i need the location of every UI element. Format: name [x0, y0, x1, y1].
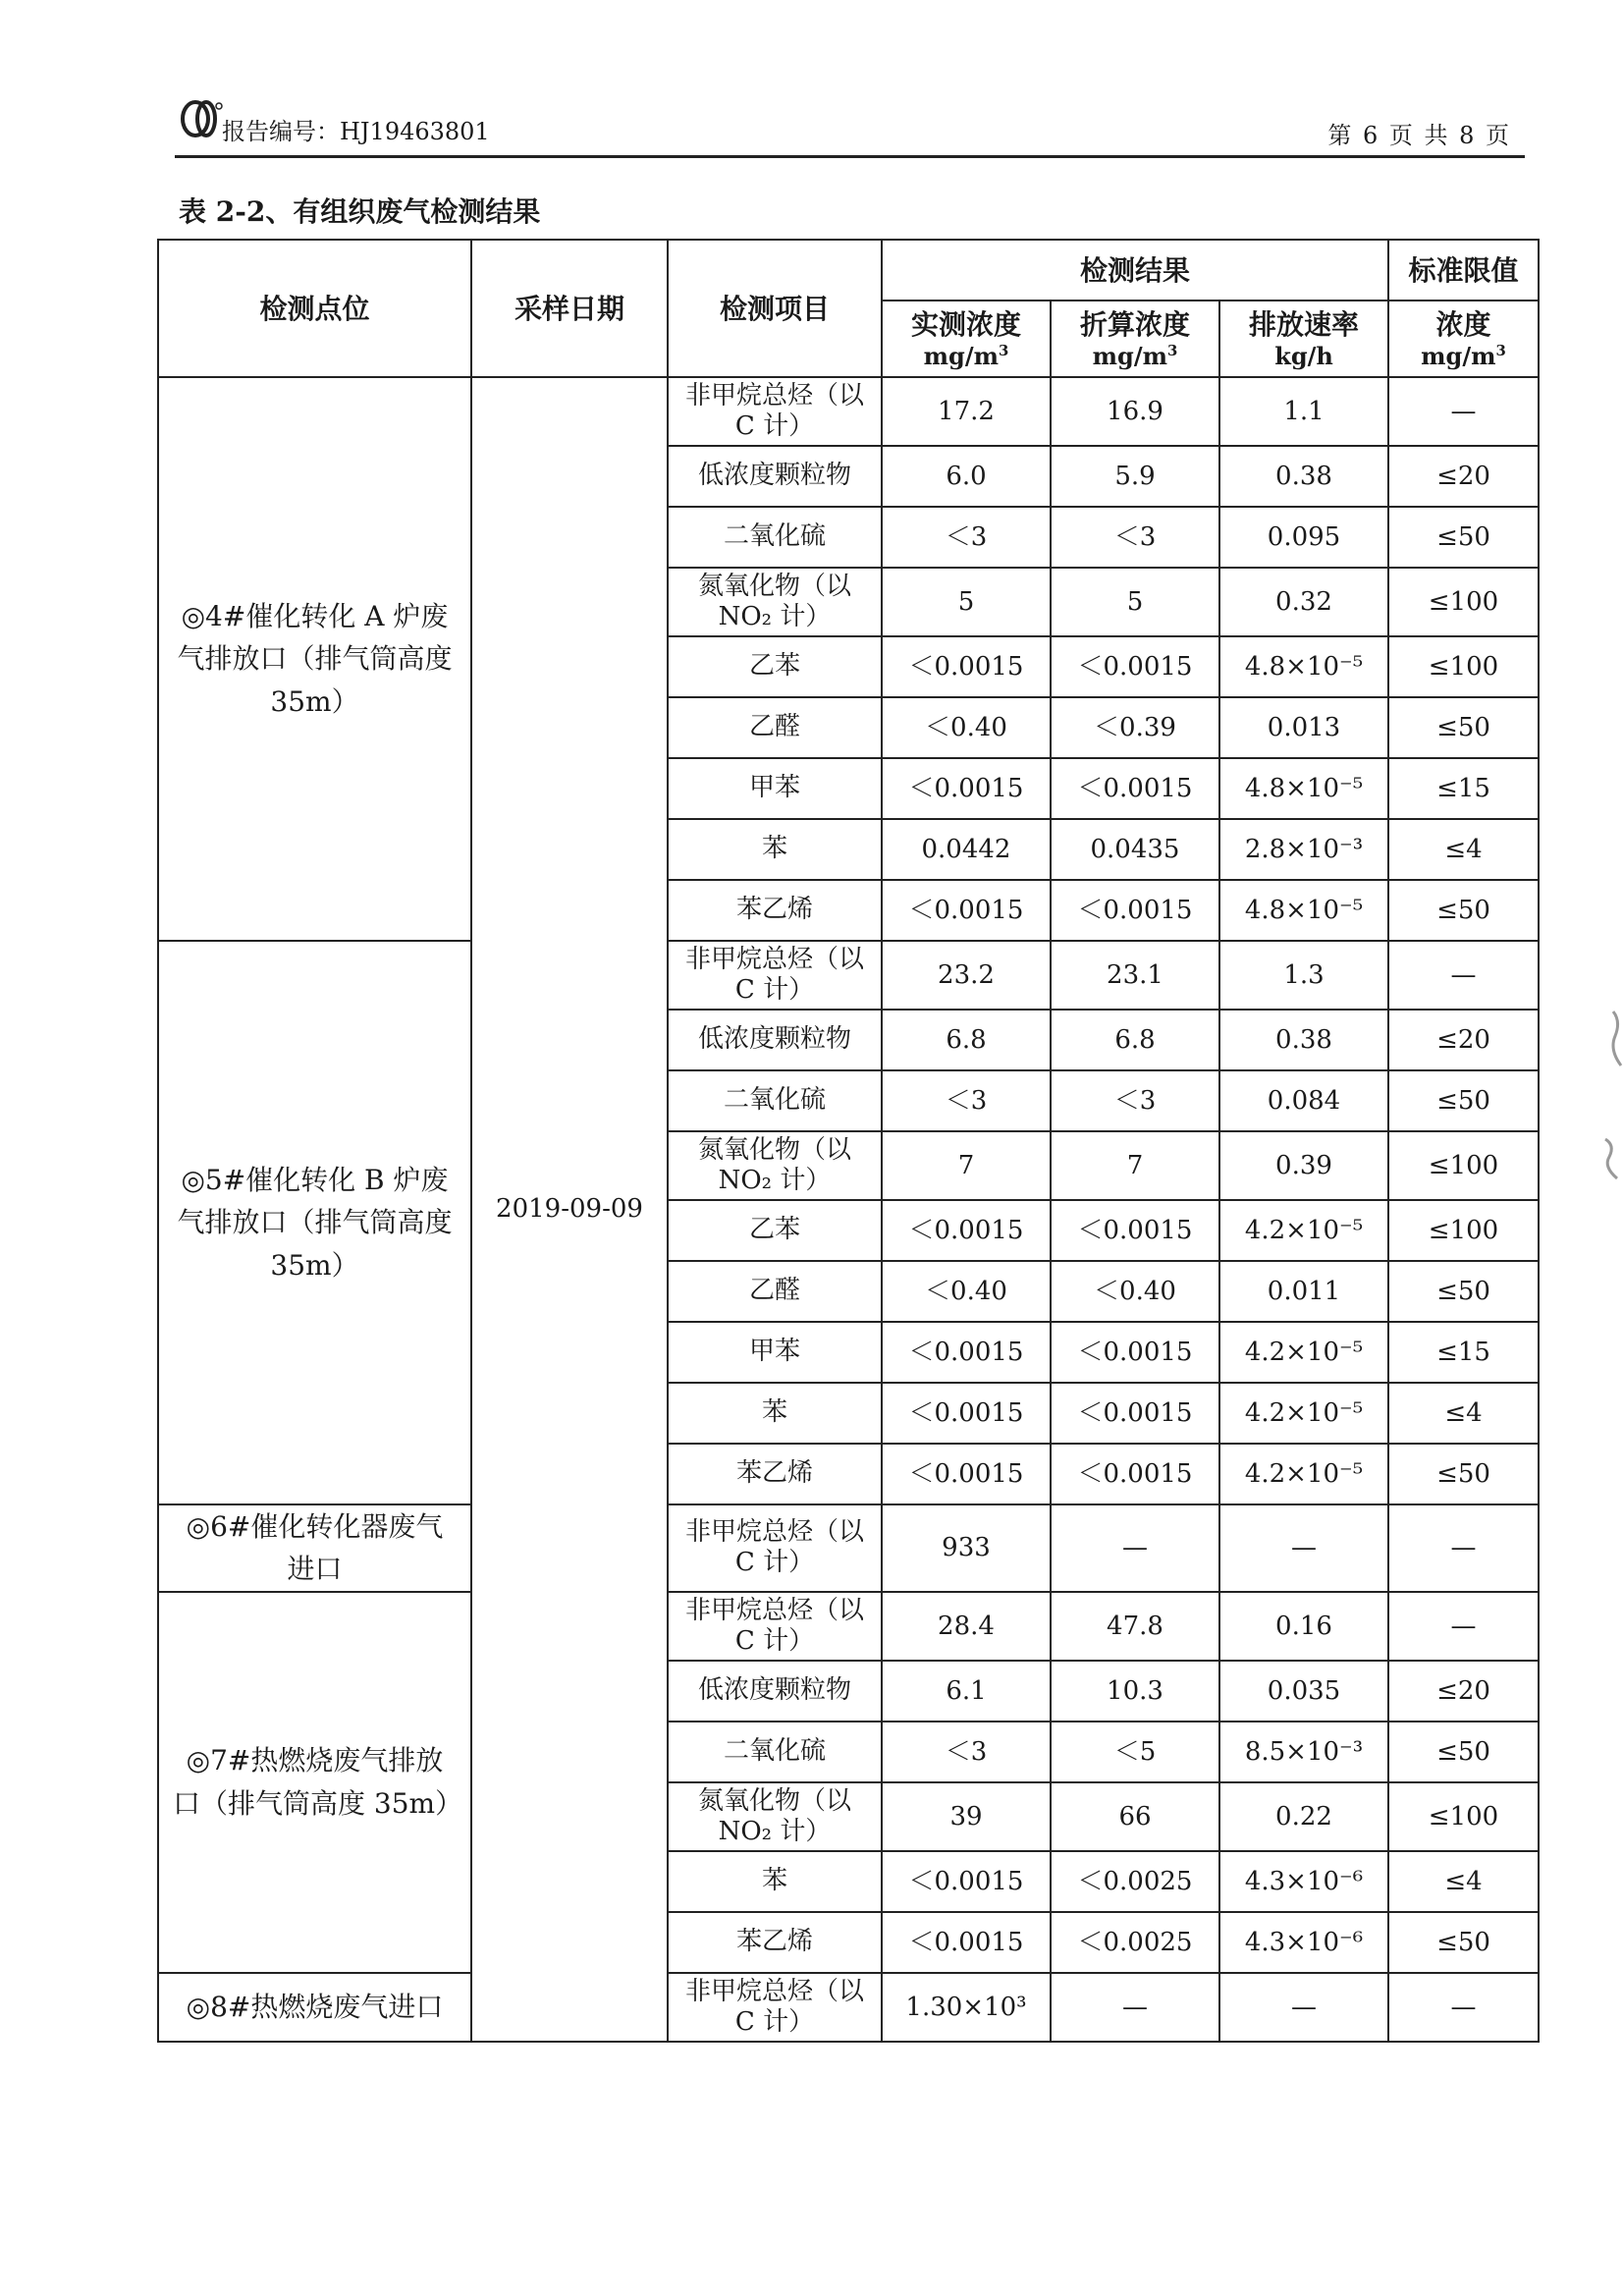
emission-rate: 4.8×10⁻⁵ [1219, 636, 1388, 697]
standard-limit: ≤20 [1388, 446, 1539, 507]
sampling-point: ◎5#催化转化 B 炉废气排放口（排气筒高度 35m） [158, 941, 471, 1504]
measured-concentration: 933 [882, 1504, 1051, 1592]
measured-concentration: ＜3 [882, 1070, 1051, 1131]
measured-concentration: ＜0.0015 [882, 758, 1051, 819]
standard-limit: ≤50 [1388, 1070, 1539, 1131]
emission-rate: 4.2×10⁻⁵ [1219, 1383, 1388, 1444]
standard-group-header: 标准限值 [1388, 240, 1539, 301]
emission-rate: — [1219, 1973, 1388, 2042]
measured-concentration: ＜3 [882, 507, 1051, 568]
measured-concentration: 7 [882, 1131, 1051, 1200]
table-row [158, 377, 1539, 446]
emission-rate: 0.38 [1219, 1010, 1388, 1070]
converted-concentration: ＜0.0015 [1051, 1322, 1219, 1383]
measured-concentration: ＜0.0015 [882, 636, 1051, 697]
table-row [158, 941, 1539, 1010]
test-item: 非甲烷总烃（以 C 计） [668, 377, 882, 446]
standard-limit: ≤20 [1388, 1661, 1539, 1722]
standard-limit: ≤20 [1388, 1010, 1539, 1070]
test-item: 苯乙烯 [668, 1912, 882, 1973]
emission-rate: 0.084 [1219, 1070, 1388, 1131]
seal-stamp-edge [1584, 992, 1623, 1228]
standard-limit: ≤100 [1388, 1782, 1539, 1851]
measured-concentration: ＜0.0015 [882, 1322, 1051, 1383]
emission-rate: 4.3×10⁻⁶ [1219, 1912, 1388, 1973]
measured-concentration: ＜0.0015 [882, 1383, 1051, 1444]
measured-header: 实测浓度 $mg/m^3$ [882, 301, 1051, 377]
standard-limit: ≤50 [1388, 1444, 1539, 1504]
measured-concentration: 39 [882, 1782, 1051, 1851]
emission-rate: 2.8×10⁻³ [1219, 819, 1388, 880]
converted-concentration: 16.9 [1051, 377, 1219, 446]
measured-concentration: 0.0442 [882, 819, 1051, 880]
converted-concentration: ＜3 [1051, 1070, 1219, 1131]
test-item: 低浓度颗粒物 [668, 446, 882, 507]
standard-limit: — [1388, 1592, 1539, 1661]
test-item: 氮氧化物（以 NO₂ 计） [668, 568, 882, 636]
report-number: 报告编号：HJ19463801 [222, 118, 490, 145]
converted-concentration: ＜3 [1051, 507, 1219, 568]
col-point-header: 检测点位 [158, 240, 471, 377]
standard-limit: ≤15 [1388, 1322, 1539, 1383]
standard-limit: — [1388, 1973, 1539, 2042]
standard-limit: ≤50 [1388, 507, 1539, 568]
measured-concentration: ＜0.0015 [882, 1851, 1051, 1912]
standard-limit: — [1388, 377, 1539, 446]
measured-concentration: ＜3 [882, 1722, 1051, 1782]
measured-concentration: ＜0.0015 [882, 1444, 1051, 1504]
standard-limit: ≤100 [1388, 1131, 1539, 1200]
emission-rate: 0.22 [1219, 1782, 1388, 1851]
standard-limit: ≤50 [1388, 697, 1539, 758]
sampling-date: 2019-09-09 [471, 377, 668, 2042]
converted-concentration: 5.9 [1051, 446, 1219, 507]
converted-concentration: — [1051, 1973, 1219, 2042]
sampling-point: ◎6#催化转化器废气进口 [158, 1504, 471, 1592]
measured-concentration: 23.2 [882, 941, 1051, 1010]
standard-limit: ≤15 [1388, 758, 1539, 819]
converted-concentration: ＜0.0015 [1051, 758, 1219, 819]
measured-concentration: ＜0.0015 [882, 1200, 1051, 1261]
test-item: 非甲烷总烃（以 C 计） [668, 941, 882, 1010]
test-item: 低浓度颗粒物 [668, 1010, 882, 1070]
standard-limit: ≤50 [1388, 1261, 1539, 1322]
rate-header: 排放速率 kg/h [1219, 301, 1388, 377]
standard-limit: ≤100 [1388, 636, 1539, 697]
test-item: 苯 [668, 1383, 882, 1444]
measured-concentration: ＜0.0015 [882, 880, 1051, 941]
table-title: 表 2-2、有组织废气检测结果 [179, 195, 541, 228]
emission-rate: 0.011 [1219, 1261, 1388, 1322]
standard-limit: ≤50 [1388, 1912, 1539, 1973]
measured-concentration: 6.8 [882, 1010, 1051, 1070]
converted-concentration: 10.3 [1051, 1661, 1219, 1722]
emission-rate: 8.5×10⁻³ [1219, 1722, 1388, 1782]
table-body [158, 377, 1539, 2042]
sampling-point: ◎8#热燃烧废气进口 [158, 1973, 471, 2042]
test-item: 乙醛 [668, 1261, 882, 1322]
sampling-point: ◎4#催化转化 A 炉废气排放口（排气筒高度 35m） [158, 377, 471, 941]
col-item-header: 检测项目 [668, 240, 882, 377]
test-item: 苯乙烯 [668, 1444, 882, 1504]
test-item: 氮氧化物（以 NO₂ 计） [668, 1782, 882, 1851]
standard-limit: ≤100 [1388, 568, 1539, 636]
measured-concentration: ＜0.0015 [882, 1912, 1051, 1973]
test-item: 低浓度颗粒物 [668, 1661, 882, 1722]
table-row [158, 1504, 1539, 1592]
converted-concentration: ＜0.40 [1051, 1261, 1219, 1322]
converted-concentration: 0.0435 [1051, 819, 1219, 880]
standard-limit: ≤4 [1388, 819, 1539, 880]
emission-rate: 0.39 [1219, 1131, 1388, 1200]
col-date-header: 采样日期 [471, 240, 668, 377]
test-item: 二氧化硫 [668, 507, 882, 568]
converted-concentration: 6.8 [1051, 1010, 1219, 1070]
page-header [175, 94, 1525, 158]
test-item: 甲苯 [668, 1322, 882, 1383]
emission-rate: 4.2×10⁻⁵ [1219, 1322, 1388, 1383]
table-row [158, 1973, 1539, 2042]
converted-concentration: 66 [1051, 1782, 1219, 1851]
test-item: 非甲烷总烃（以 C 计） [668, 1973, 882, 2042]
converted-concentration: ＜0.0015 [1051, 1444, 1219, 1504]
standard-limit: — [1388, 1504, 1539, 1592]
converted-concentration: ＜0.39 [1051, 697, 1219, 758]
emission-rate: 1.1 [1219, 377, 1388, 446]
converted-concentration: ＜0.0015 [1051, 1200, 1219, 1261]
converted-header: 折算浓度 $mg/m^3$ [1051, 301, 1219, 377]
standard-limit: — [1388, 941, 1539, 1010]
converted-concentration: ＜5 [1051, 1722, 1219, 1782]
test-item: 苯 [668, 1851, 882, 1912]
emission-rate: 1.3 [1219, 941, 1388, 1010]
emission-rate: 0.035 [1219, 1661, 1388, 1722]
emission-rate: 4.2×10⁻⁵ [1219, 1444, 1388, 1504]
test-item: 非甲烷总烃（以 C 计） [668, 1592, 882, 1661]
emission-rate: 0.16 [1219, 1592, 1388, 1661]
test-item: 乙醛 [668, 697, 882, 758]
measured-concentration: ＜0.40 [882, 1261, 1051, 1322]
test-item: 二氧化硫 [668, 1070, 882, 1131]
test-item: 二氧化硫 [668, 1722, 882, 1782]
emission-rate: 4.2×10⁻⁵ [1219, 1200, 1388, 1261]
test-item: 乙苯 [668, 636, 882, 697]
converted-concentration: ＜0.0025 [1051, 1912, 1219, 1973]
standard-limit: ≤4 [1388, 1851, 1539, 1912]
test-item: 乙苯 [668, 1200, 882, 1261]
measured-concentration: 6.1 [882, 1661, 1051, 1722]
table-head [158, 240, 1539, 377]
converted-concentration: ＜0.0015 [1051, 636, 1219, 697]
converted-concentration: — [1051, 1504, 1219, 1592]
table-row [158, 1592, 1539, 1661]
converted-concentration: 5 [1051, 568, 1219, 636]
converted-concentration: ＜0.0015 [1051, 880, 1219, 941]
test-item: 甲苯 [668, 758, 882, 819]
emission-rate: 0.32 [1219, 568, 1388, 636]
emission-rate: 4.8×10⁻⁵ [1219, 880, 1388, 941]
measured-concentration: ＜0.40 [882, 697, 1051, 758]
test-item: 苯乙烯 [668, 880, 882, 941]
test-item: 非甲烷总烃（以 C 计） [668, 1504, 882, 1592]
emission-rate: 0.095 [1219, 507, 1388, 568]
test-item: 苯 [668, 819, 882, 880]
measured-concentration: 28.4 [882, 1592, 1051, 1661]
standard-limit: ≤50 [1388, 1722, 1539, 1782]
measured-concentration: 6.0 [882, 446, 1051, 507]
measured-concentration: 1.30×10³ [882, 1973, 1051, 2042]
measured-concentration: 17.2 [882, 377, 1051, 446]
converted-concentration: ＜0.0015 [1051, 1383, 1219, 1444]
standard-limit: ≤50 [1388, 880, 1539, 941]
standard-limit: ≤4 [1388, 1383, 1539, 1444]
converted-concentration: 7 [1051, 1131, 1219, 1200]
converted-concentration: ＜0.0025 [1051, 1851, 1219, 1912]
measured-concentration: 5 [882, 568, 1051, 636]
test-item: 氮氧化物（以 NO₂ 计） [668, 1131, 882, 1200]
results-group-header: 检测结果 [882, 240, 1388, 301]
converted-concentration: 47.8 [1051, 1592, 1219, 1661]
sampling-point: ◎7#热燃烧废气排放口（排气筒高度 35m） [158, 1592, 471, 1973]
standard-limit: ≤100 [1388, 1200, 1539, 1261]
company-logo-icon [179, 98, 226, 139]
emission-rate: 0.38 [1219, 446, 1388, 507]
results-table [157, 239, 1540, 2043]
converted-concentration: 23.1 [1051, 941, 1219, 1010]
emission-rate: 0.013 [1219, 697, 1388, 758]
limit-conc-header: 浓度 $mg/m^3$ [1388, 301, 1539, 377]
emission-rate: — [1219, 1504, 1388, 1592]
emission-rate: 4.3×10⁻⁶ [1219, 1851, 1388, 1912]
page-number: 第 6 页 共 8 页 [1327, 122, 1511, 149]
emission-rate: 4.8×10⁻⁵ [1219, 758, 1388, 819]
